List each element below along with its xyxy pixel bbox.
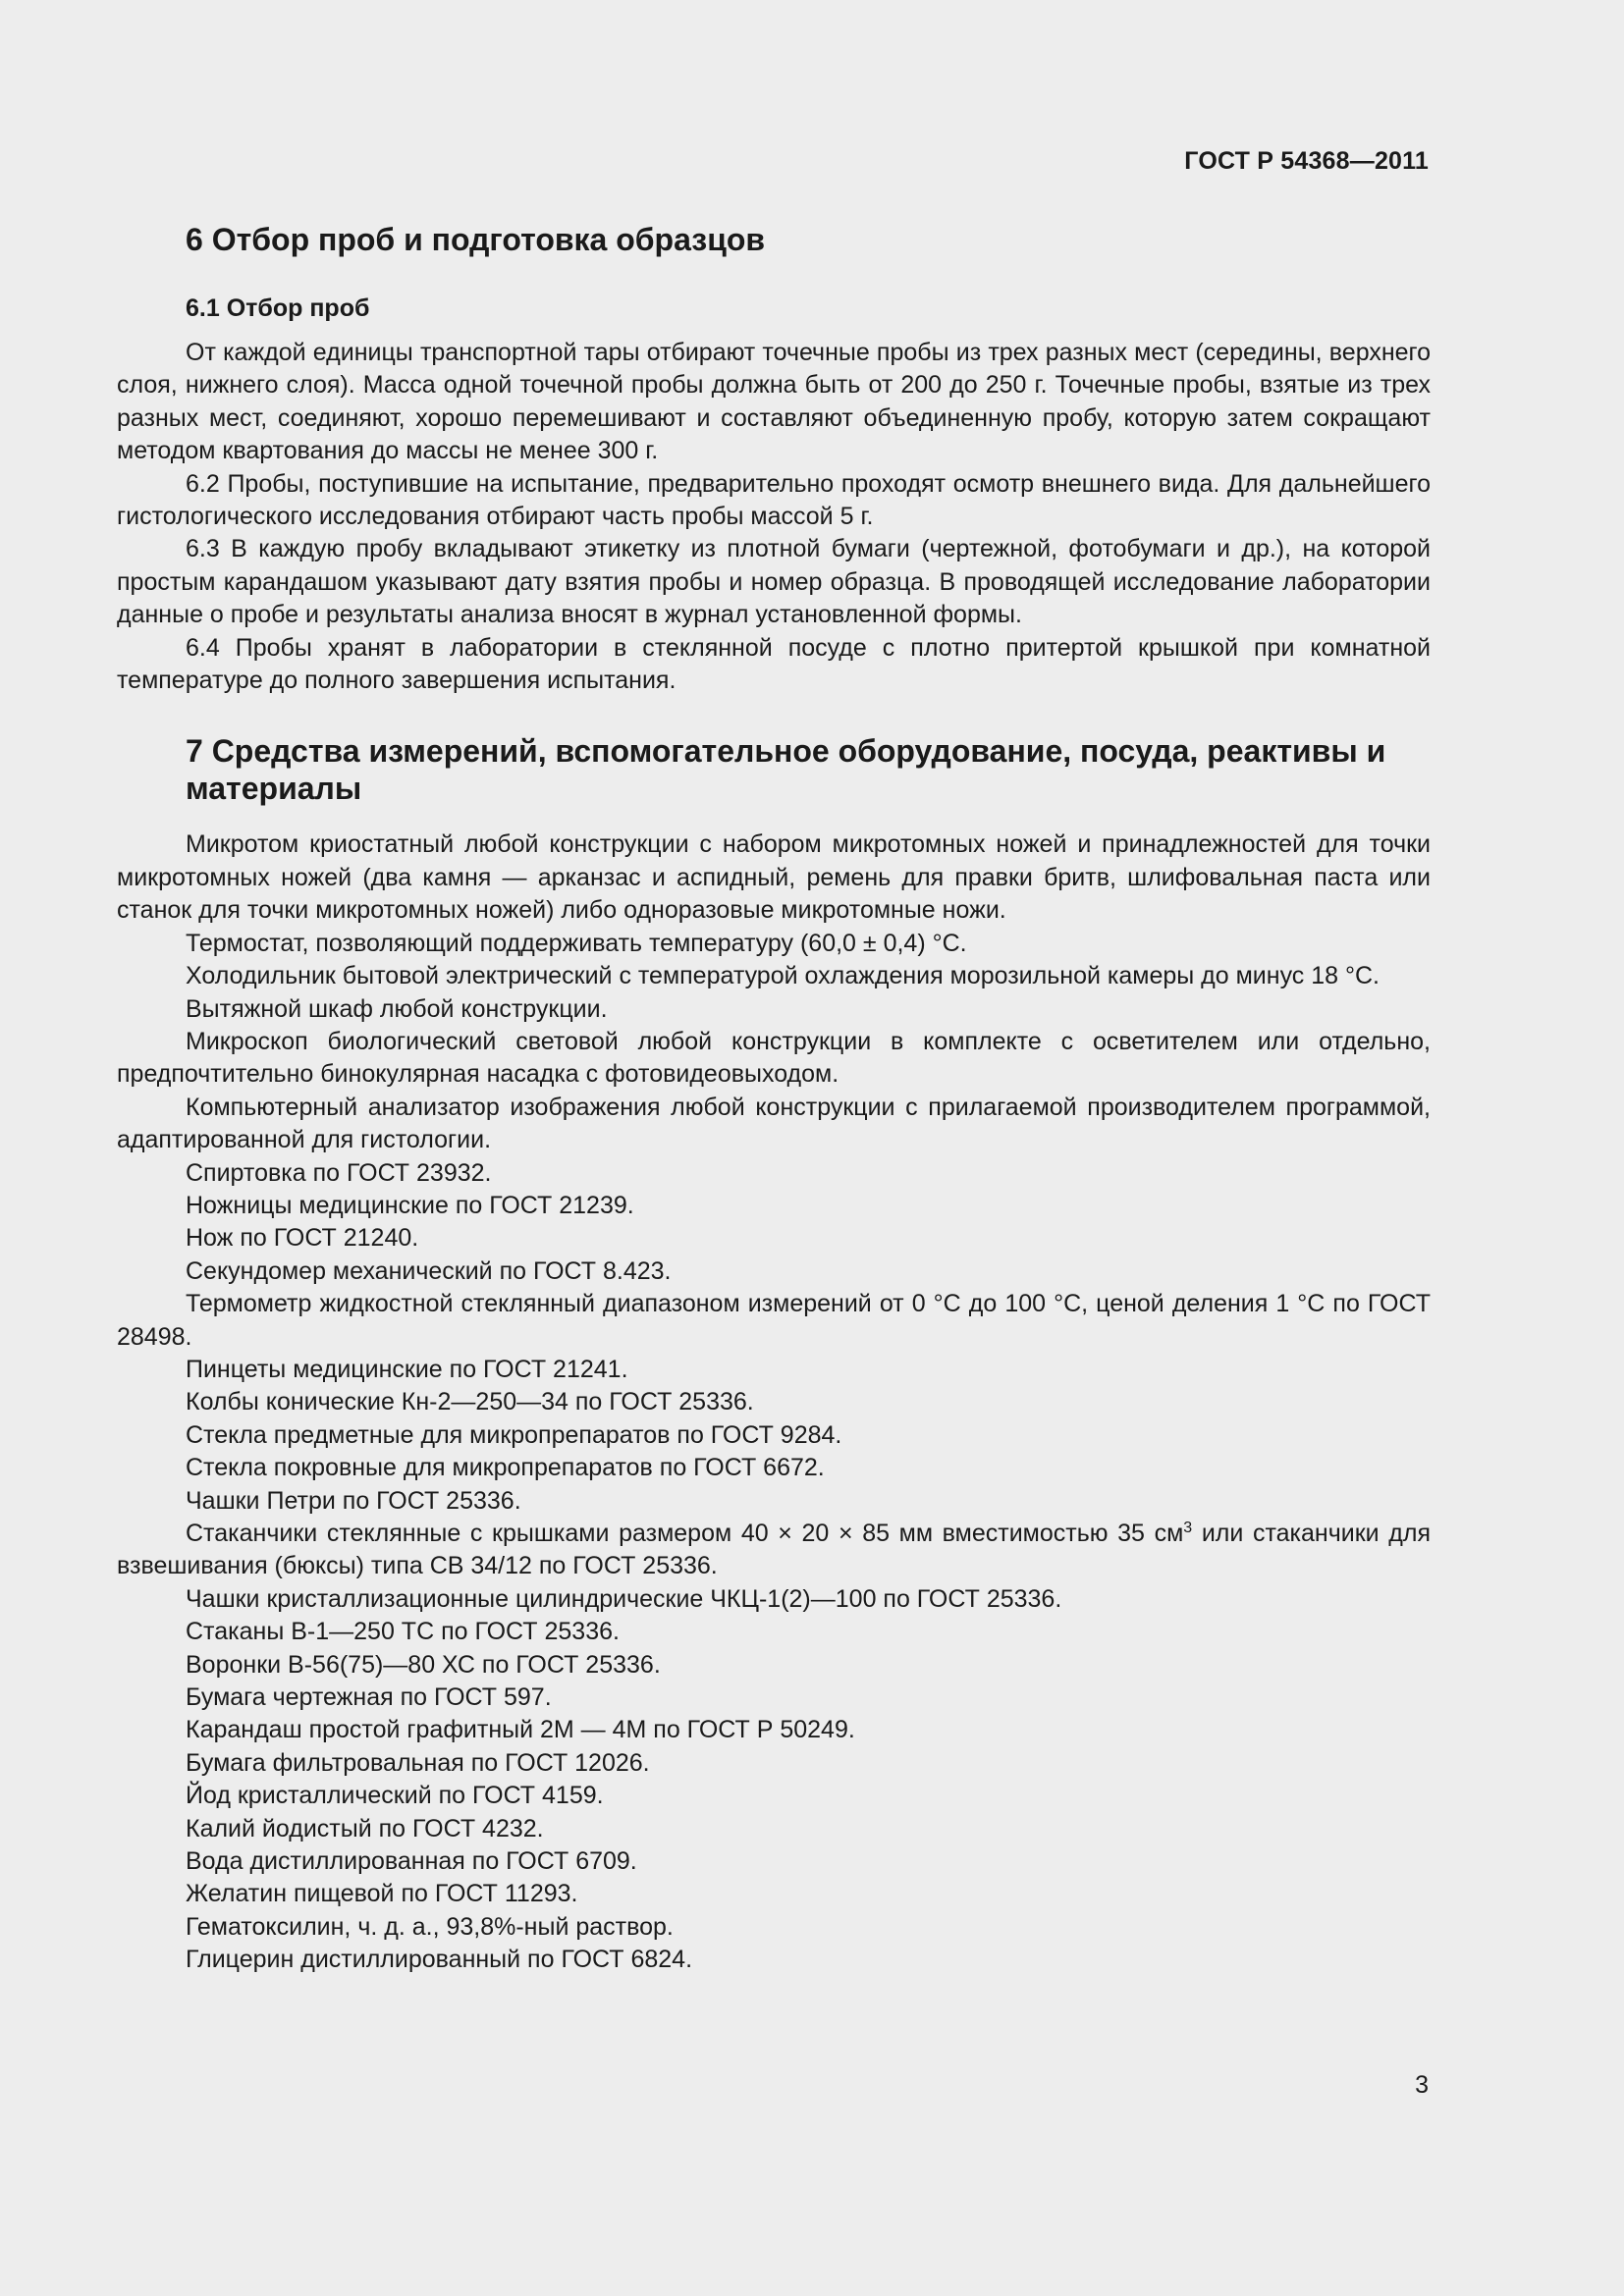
paragraph: Чашки Петри по ГОСТ 25336. (186, 1486, 521, 1515)
paragraph: Стаканы В-1—250 ТС по ГОСТ 25336. (186, 1618, 620, 1646)
paragraph: Вода дистиллированная по ГОСТ 6709. (186, 1847, 637, 1876)
text-run: или стаканчики для взвешивания (бюксы) типа СВ 34/12 по ГОСТ 25336. (117, 1520, 1431, 1580)
page-number: 3 (1415, 2071, 1429, 2099)
paragraph: Секундомер механический по ГОСТ 8.423. (186, 1256, 672, 1285)
paragraph: Микроскоп биологический световой любой конструкции в комплекте с осветителем или отдельно, предпочтительно бинокулярная насадка с фотовидеовыходом. (117, 1027, 1431, 1089)
paragraph-cups (117, 1518, 1431, 1583)
paragraph: От каждой единицы транспортной тары отбирают точечные пробы из трех разных мест (середины, верхнего слоя, нижнего слоя). Масса одной точечной пробы должна быть от 200 до 250 г. Точечные пробы, взятые из трех разных мест, соединяют, хорошо перемешивают и составляют объединенную пробу, которую затем сокращают методом квартования до массы не менее 300 г. (117, 339, 1431, 465)
paragraph: 6.3 В каждую пробу вкладывают этикетку из плотной бумаги (чертежной, фотобумаги и др.), на которой простым карандашом указывают дату взятия пробы и номер образца. В проводящей исследование лаборатории данные о пробе и результаты анализа вносят в журнал установленной формы. (117, 535, 1431, 629)
paragraph: Ножницы медицинские по ГОСТ 21239. (186, 1191, 634, 1219)
paragraph: Желатин пищевой по ГОСТ 11293. (186, 1880, 578, 1908)
paragraph: Термометр жидкостной стеклянный диапазоном измерений от 0 °С до 100 °С, ценой деления 1 °С по ГОСТ 28498. (117, 1290, 1431, 1351)
paragraph: Микротом криостатный любой конструкции с набором микротомных ножей и принадлежностей для точки микротомных ножей (два камня — арканзас и аспидный, ремень для правки бритв, шлифовальная паста или станок для точки микротомных ножей) либо одноразовые микротомные ножи. (117, 830, 1431, 925)
document-code: ГОСТ Р 54368—2011 (1184, 147, 1429, 175)
section-7-title: 7 Средства измерений, вспомогательное оборудование, посуда, реактивы и материалы (186, 733, 1386, 807)
paragraph: Стекла покровные для микропрепаратов по ГОСТ 6672. (186, 1454, 825, 1482)
paragraph: Гематоксилин, ч. д. а., 93,8%-ный раствор. (186, 1912, 674, 1941)
paragraph: Нож по ГОСТ 21240. (186, 1224, 419, 1253)
paragraph: Термостат, позволяющий поддерживать температуру (60,0 ± 0,4) °С. (186, 929, 967, 957)
section-6-title: 6 Отбор проб и подготовка образцов (186, 222, 766, 257)
paragraph: Карандаш простой графитный 2М — 4М по ГОСТ Р 50249. (186, 1716, 855, 1744)
paragraph: Калий йодистый по ГОСТ 4232. (186, 1814, 544, 1842)
paragraph: Колбы конические Кн-2—250—34 по ГОСТ 25336. (186, 1388, 754, 1416)
superscript: 3 (1183, 1520, 1193, 1536)
paragraph: Чашки кристаллизационные цилиндрические ЧКЦ-1(2)—100 по ГОСТ 25336. (186, 1584, 1062, 1613)
paragraph: Бумага фильтровальная по ГОСТ 12026. (186, 1748, 650, 1777)
paragraph: Бумага чертежная по ГОСТ 597. (186, 1683, 552, 1712)
paragraph: Холодильник бытовой электрический с температурой охлаждения морозильной камеры до минус 18 °С. (186, 962, 1380, 990)
paragraph: Глицерин дистиллированный по ГОСТ 6824. (186, 1946, 693, 1974)
paragraph: Воронки В-56(75)—80 ХС по ГОСТ 25336. (186, 1650, 661, 1679)
text-run: Стаканчики стеклянные с крышками размером 40 × 20 × 85 мм вместимостью 35 см (186, 1520, 1184, 1547)
document-body (117, 221, 1431, 1977)
paragraph: Йод кристаллический по ГОСТ 4159. (186, 1782, 604, 1810)
paragraph: 6.4 Пробы хранят в лаборатории в стеклянной посуде с плотно притертой крышкой при комнатной температуре до полного завершения испытания. (117, 633, 1431, 695)
paragraph: Пинцеты медицинские по ГОСТ 21241. (186, 1355, 628, 1383)
paragraph: Стекла предметные для микропрепаратов по ГОСТ 9284. (186, 1420, 842, 1449)
paragraph: Компьютерный анализатор изображения любой конструкции с прилагаемой производителем программой, адаптированной для гистологии. (117, 1093, 1431, 1154)
paragraph: 6.2 Пробы, поступившие на испытание, предварительно проходят осмотр внешнего вида. Для дальнейшего гистологического исследования отбирают часть пробы массой 5 г. (117, 469, 1431, 531)
section-6-1-title: 6.1 Отбор проб (186, 294, 370, 322)
paragraph: Спиртовка по ГОСТ 23932. (186, 1158, 492, 1187)
paragraph: Вытяжной шкаф любой конструкции. (186, 994, 608, 1023)
